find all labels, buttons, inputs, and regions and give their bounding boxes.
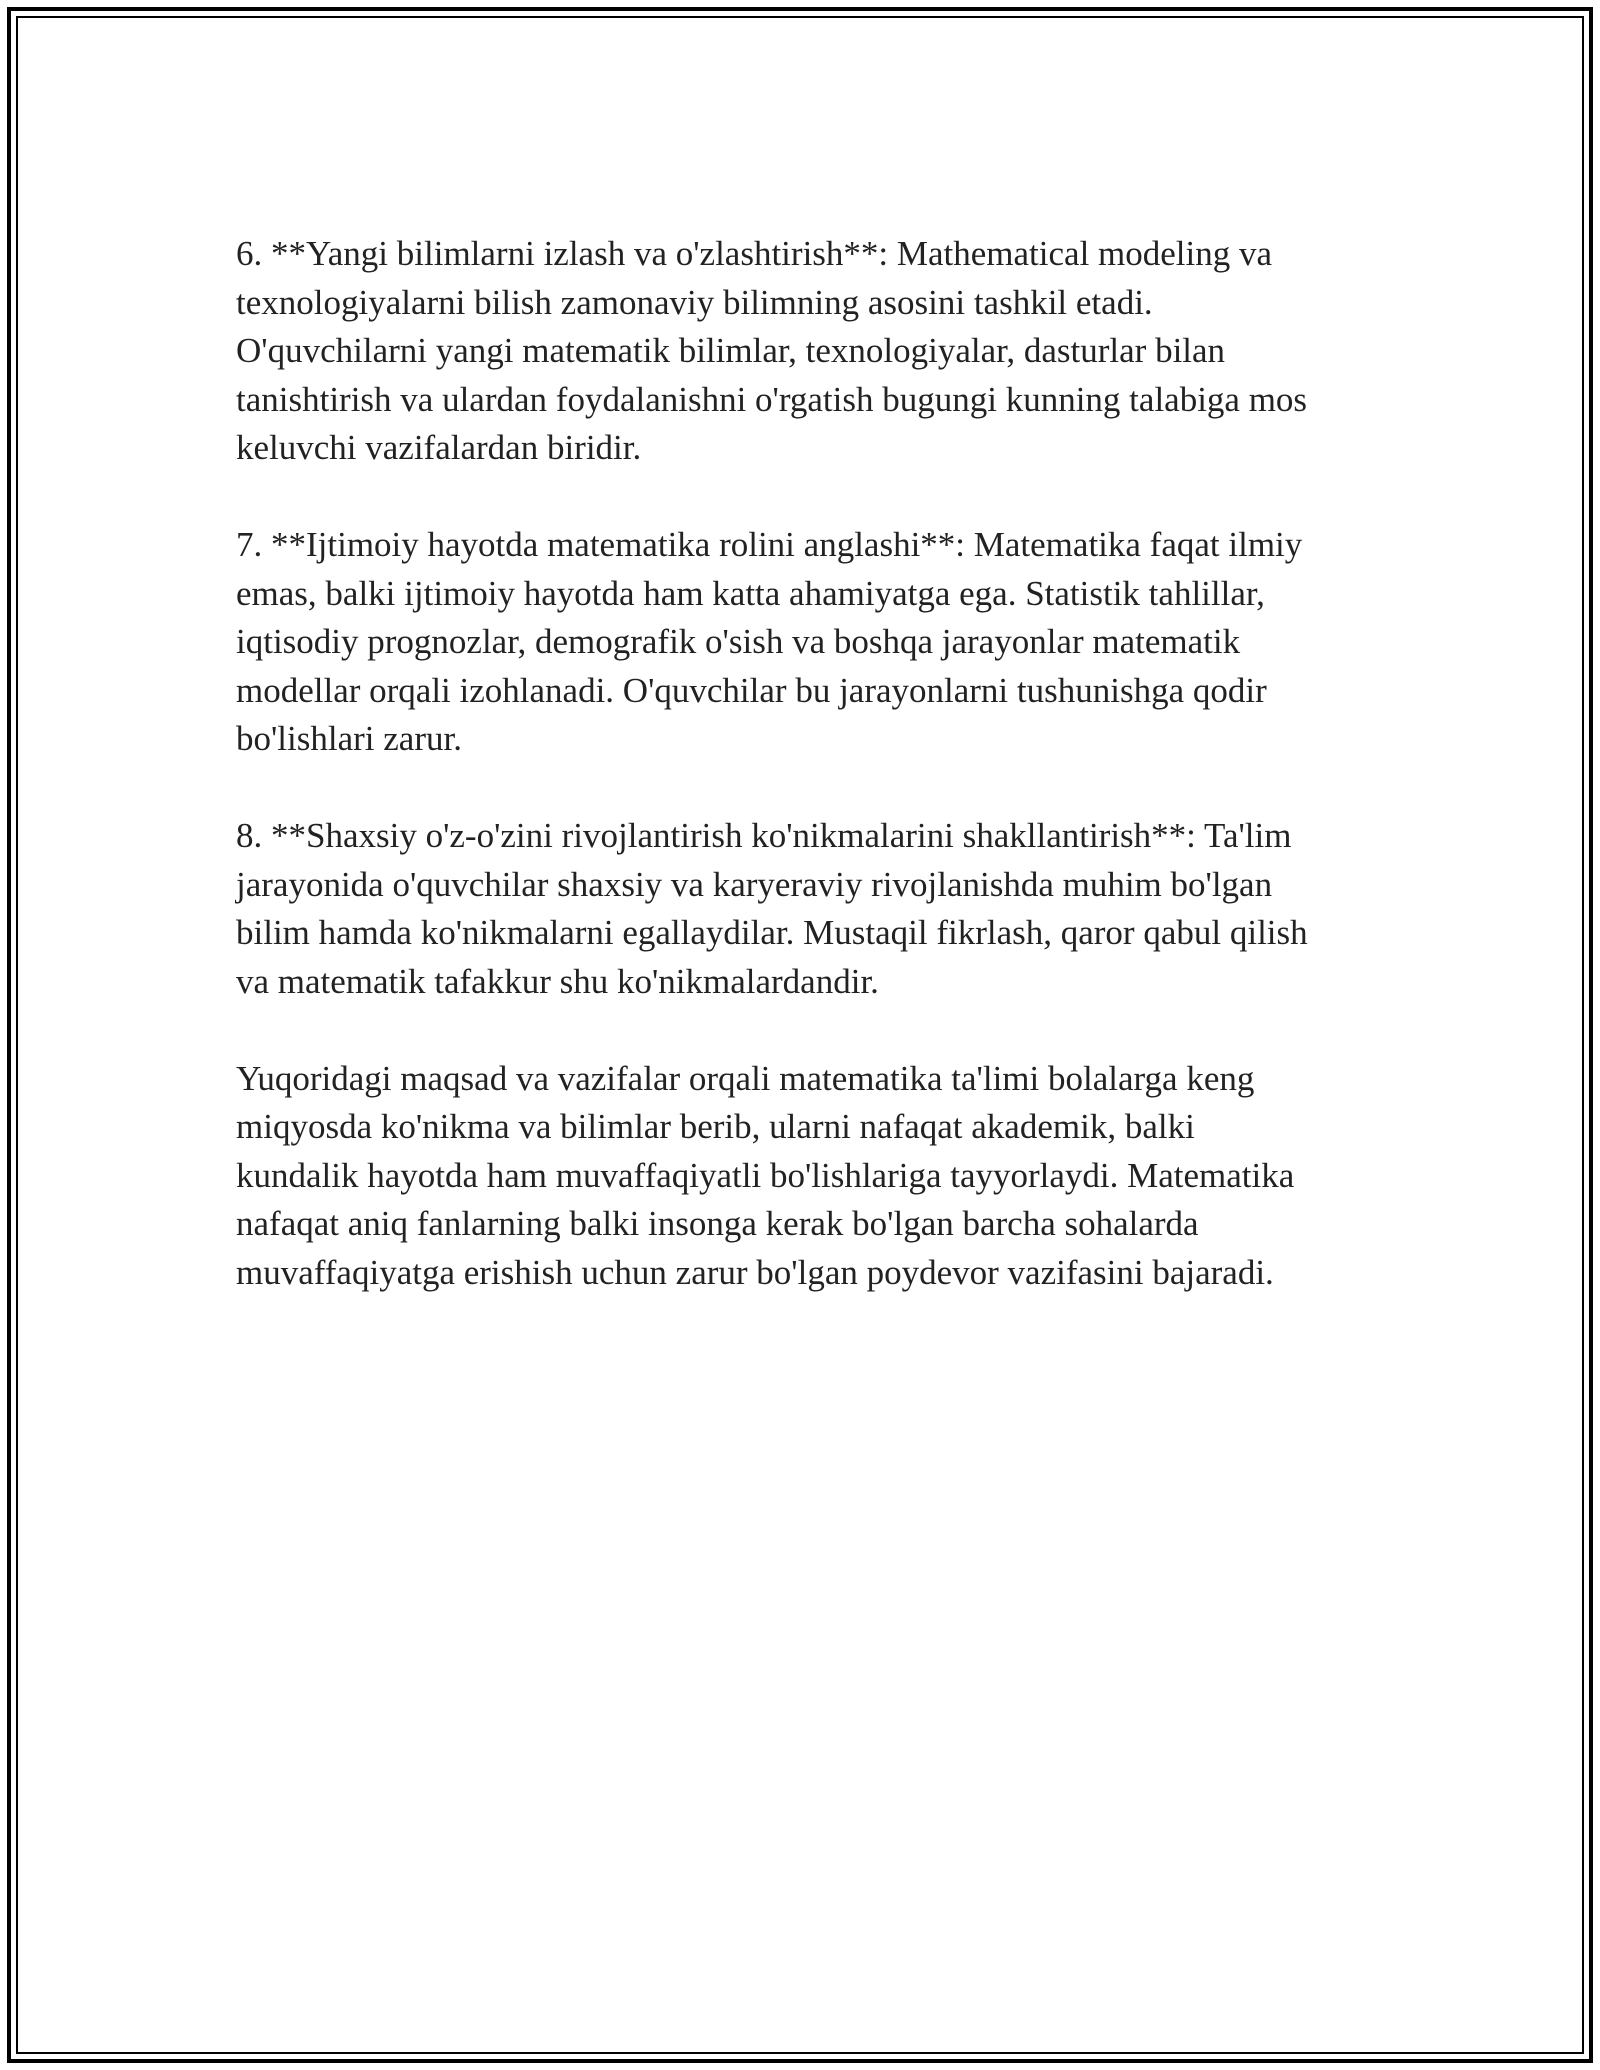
text-line: iqtisodiy prognozlar, demografik o'sish va boshqa jarayonlar matematik bbox=[236, 622, 1241, 661]
document-body bbox=[236, 230, 1376, 1346]
paragraph-point-8 bbox=[236, 812, 1376, 1006]
text-line: 7. **Ijtimoiy hayotda matematika rolini anglashi**: Matematika faqat ilmiy bbox=[236, 525, 1303, 564]
text-line: tanishtirish va ulardan foydalanishni o'rgatish bugungi kunning talabiga mos bbox=[236, 379, 1308, 419]
text-line: va matematik tafakkur shu ko'nikmalardandir. bbox=[236, 961, 879, 1001]
text-line: Yuqoridagi maqsad va vazifalar orqali matematika ta'limi bolalarga keng bbox=[236, 1058, 1255, 1098]
text-line: emas, balki ijtimoiy hayotda ham katta ahamiyatga ega. Statistik tahlillar, bbox=[236, 573, 1265, 613]
text-line: 6. **Yangi bilimlarni izlash va o'zlashtirish**: Mathematical modeling va bbox=[236, 234, 1273, 273]
text-line: jarayonida o'quvchilar shaxsiy va karyeraviy rivojlanishda muhim bo'lgan bbox=[236, 864, 1273, 904]
paragraph-point-7 bbox=[236, 521, 1376, 764]
text-line: miqyosda ko'nikma va bilimlar berib, ularni nafaqat akademik, balki bbox=[236, 1107, 1195, 1146]
text-line: bo'lishlari zarur. bbox=[236, 719, 462, 758]
text-line: 8. **Shaxsiy o'z-o'zini rivojlantirish ko'nikmalarini shakllantirish**: Ta'lim bbox=[236, 816, 1292, 855]
text-line: muvaffaqiyatga erishish uchun zarur bo'lgan poydevor vazifasini bajaradi. bbox=[236, 1252, 1274, 1292]
text-line: bilim hamda ko'nikmalarni egallaydilar. Mustaqil fikrlash, qaror qabul qilish bbox=[236, 913, 1308, 952]
text-line: kundalik hayotda ham muvaffaqiyatli bo'lishlariga tayyorlaydi. Matematika bbox=[236, 1155, 1295, 1195]
text-line: keluvchi vazifalardan biridir. bbox=[236, 428, 642, 467]
text-line: modellar orqali izohlanadi. O'quvchilar bu jarayonlarni tushunishga qodir bbox=[236, 670, 1267, 710]
text-line: texnologiyalarni bilish zamonaviy bilimning asosini tashkil etadi. bbox=[236, 282, 1153, 322]
text-line: O'quvchilarni yangi matematik bilimlar, texnologiyalar, dasturlar bilan bbox=[236, 331, 1226, 370]
paragraph-conclusion bbox=[236, 1055, 1376, 1298]
text-line: nafaqat aniq fanlarning balki insonga kerak bo'lgan barcha sohalarda bbox=[236, 1204, 1199, 1243]
paragraph-point-6 bbox=[236, 230, 1376, 473]
